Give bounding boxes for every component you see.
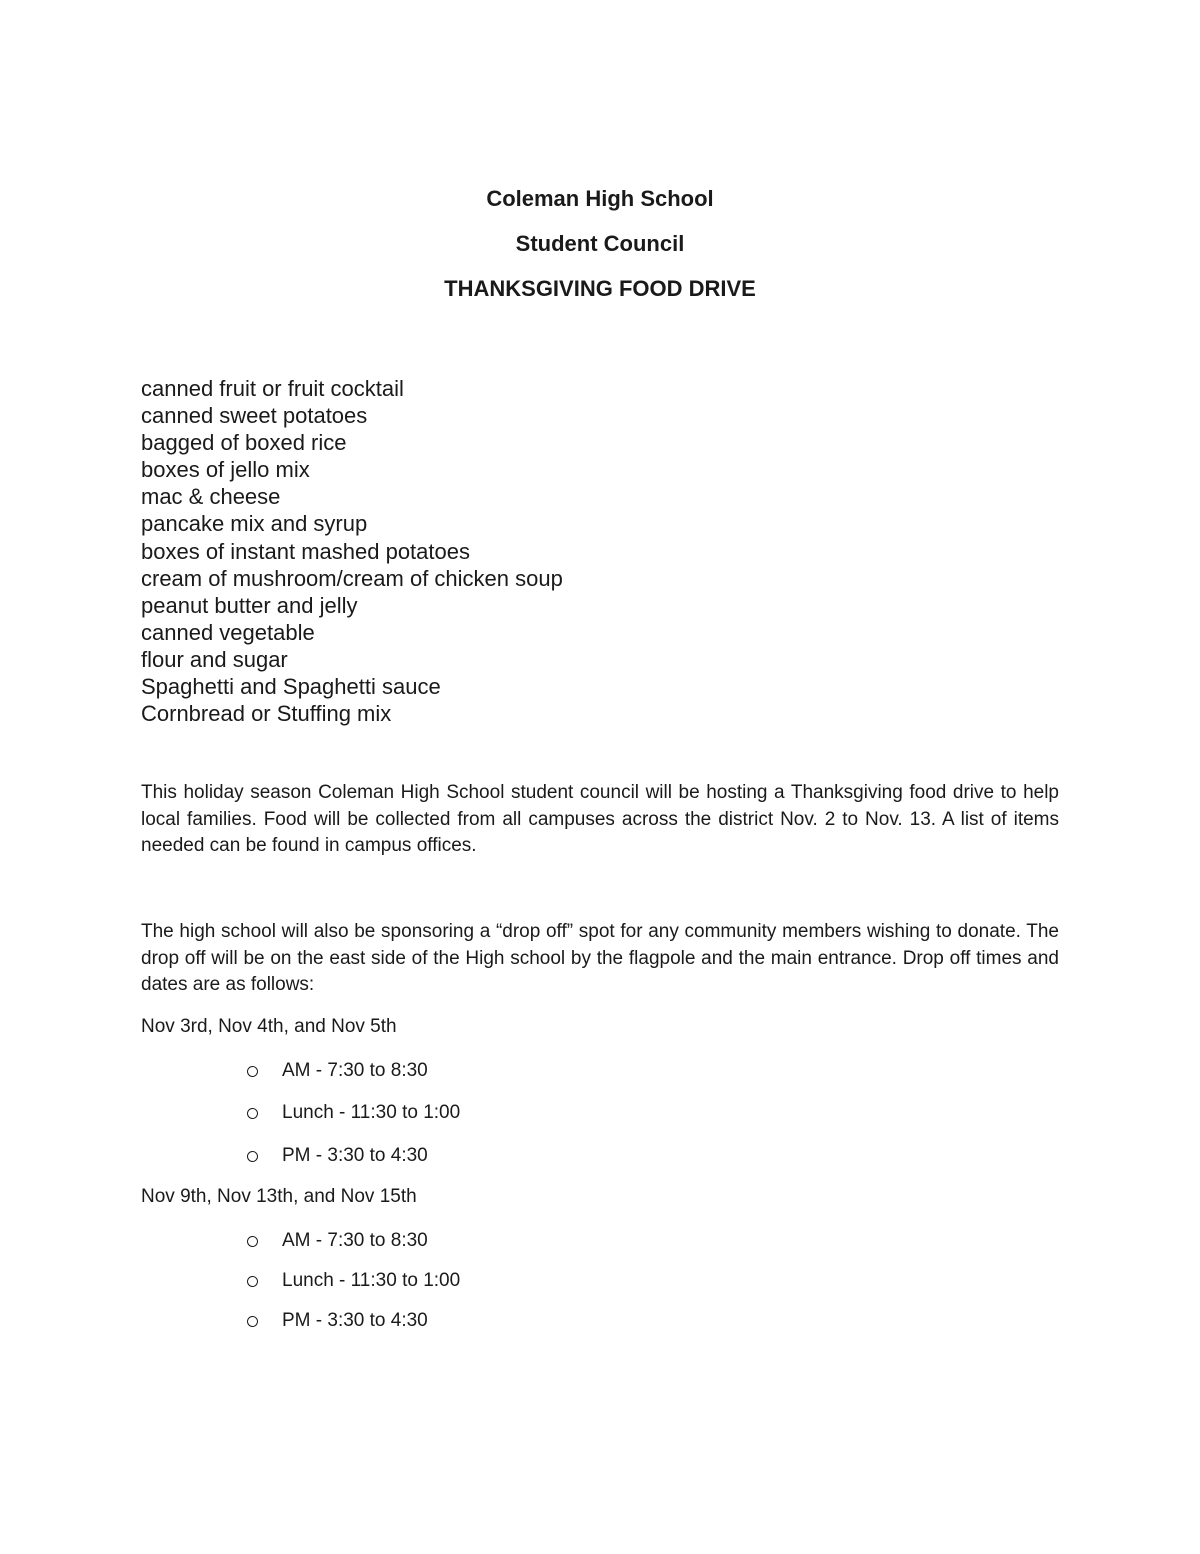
- food-item: boxes of instant mashed potatoes: [141, 538, 470, 564]
- food-item: Cornbread or Stuffing mix: [141, 701, 392, 727]
- bullet-circle-icon: [247, 1145, 282, 1167]
- schedule-dates-2: Nov 9th, Nov 13th, and Nov 15th: [141, 1186, 417, 1207]
- event-title-heading: THANKSGIVING FOOD DRIVE: [444, 276, 756, 301]
- food-item: pancake mix and syrup: [141, 511, 368, 537]
- food-item: Spaghetti and Spaghetti sauce: [141, 674, 441, 700]
- food-item: canned vegetable: [141, 619, 315, 645]
- slot-text: PM - 3:30 to 4:30: [282, 1310, 428, 1331]
- slot-text: AM - 7:30 to 8:30: [282, 1060, 428, 1081]
- bullet-circle-icon: [247, 1102, 282, 1124]
- schedule-slot: [247, 1060, 428, 1082]
- schedule-slot: [247, 1270, 460, 1292]
- schedule-slot: [247, 1102, 460, 1124]
- food-item: peanut butter and jelly: [141, 592, 358, 618]
- food-item: flour and sugar: [141, 646, 288, 672]
- food-item: mac & cheese: [141, 484, 281, 510]
- slot-text: AM - 7:30 to 8:30: [282, 1230, 428, 1251]
- council-heading: Student Council: [515, 231, 685, 256]
- food-item: bagged of boxed rice: [141, 430, 347, 456]
- bullet-circle-icon: [247, 1270, 282, 1292]
- schedule-dates-1: Nov 3rd, Nov 4th, and Nov 5th: [141, 1016, 397, 1037]
- slot-text: Lunch - 11:30 to 1:00: [282, 1270, 461, 1291]
- bullet-circle-icon: [247, 1060, 282, 1082]
- food-item: canned sweet potatoes: [141, 403, 368, 429]
- bullet-circle-icon: [247, 1230, 282, 1252]
- slot-text: Lunch - 11:30 to 1:00: [282, 1102, 461, 1123]
- schedule-slot: [247, 1145, 428, 1167]
- schedule-slot: [247, 1310, 428, 1332]
- bullet-circle-icon: [247, 1310, 282, 1332]
- dropoff-paragraph: The high school will also be sponsoring a “drop off” spot for any community members wishing to donate. The drop off will be on the east side of the High school by the flagpole and the main entrance. Drop off times and dates are as follows:: [141, 921, 1059, 995]
- school-name-heading: Coleman High School: [486, 186, 714, 211]
- food-item: boxes of jello mix: [141, 457, 310, 483]
- slot-text: PM - 3:30 to 4:30: [282, 1145, 428, 1166]
- intro-paragraph: This holiday season Coleman High School student council will be hosting a Thanksgiving food drive to help local families. Food will be collected from all campuses across the district Nov. 2 to Nov. 13. A list of items needed can be found in campus offices.: [141, 782, 1059, 856]
- schedule-slot: [247, 1230, 428, 1252]
- food-item: canned fruit or fruit cocktail: [141, 376, 404, 401]
- food-items-list: [141, 375, 563, 727]
- food-item: cream of mushroom/cream of chicken soup: [141, 565, 563, 591]
